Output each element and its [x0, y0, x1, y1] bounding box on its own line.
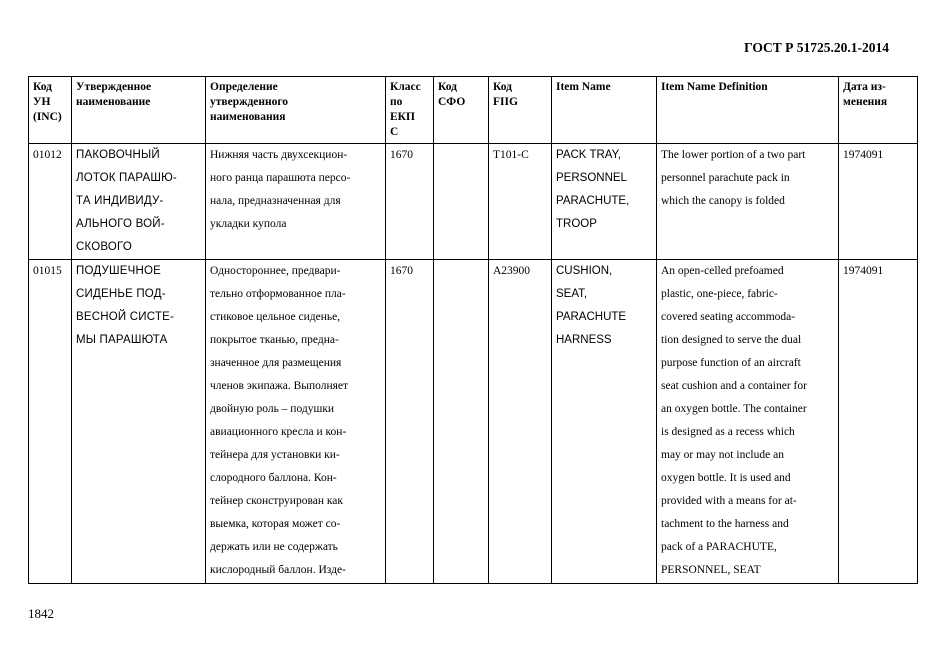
- item-definition-cell-line: seat cushion and a container for: [661, 380, 807, 392]
- column-header-sfo: [434, 77, 489, 144]
- approved-definition-cell-line: покрытое тканью, предна-: [210, 334, 339, 346]
- fiig-code-cell: [489, 144, 552, 260]
- approved-name-cell-line: ЛОТОК ПАРАШЮ-: [76, 172, 177, 184]
- column-header-name-en: [552, 77, 657, 144]
- item-definition-cell: [657, 260, 839, 584]
- inc-code-cell: [29, 260, 72, 584]
- document-header: ГОСТ Р 51725.20.1-2014: [744, 40, 889, 55]
- approved-definition-cell-line: кислородный баллон. Изде-: [210, 564, 346, 576]
- approved-definition-cell-line: тельно отформованное пла-: [210, 288, 346, 300]
- column-header-def-en: [657, 77, 839, 144]
- inc-code-cell-text: 01012: [33, 149, 62, 161]
- change-date-cell: [839, 260, 918, 584]
- item-definition-cell-line: PERSONNEL, SEAT: [661, 564, 761, 576]
- approved-name-cell-line: АЛЬНОГО ВОЙ-: [76, 218, 165, 230]
- column-header-line: Код: [438, 81, 458, 93]
- specification-table: [28, 76, 918, 584]
- approved-definition-cell-line: тейнера для установки ки-: [210, 449, 340, 461]
- page-number: 1842: [28, 606, 54, 621]
- item-definition-cell-line: tion designed to serve the dual: [661, 334, 802, 346]
- item-definition-cell-line: pack of a PARACHUTE,: [661, 541, 777, 553]
- approved-name-cell-line: ПОДУШЕЧНОЕ: [76, 265, 161, 277]
- column-header-line: Определение: [210, 81, 278, 93]
- column-header-line: ЕКП: [390, 111, 415, 123]
- item-definition-cell-line: plastic, one-piece, fabric-: [661, 288, 778, 300]
- inc-code-cell: [29, 144, 72, 260]
- item-definition-cell-line: purpose function of an aircraft: [661, 357, 801, 369]
- column-header-line: Код: [33, 81, 53, 93]
- approved-definition-cell: [206, 144, 386, 260]
- item-name-cell-line: PERSONNEL: [556, 172, 627, 184]
- fiig-code-cell-text: T101-C: [493, 149, 529, 161]
- item-name-cell: [552, 260, 657, 584]
- column-header-line: (INC): [33, 111, 62, 123]
- column-header-def-ru: [206, 77, 386, 144]
- change-date-cell: [839, 144, 918, 260]
- item-definition-cell-line: An open-celled prefoamed: [661, 265, 784, 277]
- column-header-name-ru: [72, 77, 206, 144]
- class-cell: [386, 144, 434, 260]
- fiig-code-cell: [489, 260, 552, 584]
- approved-definition-cell-line: Нижняя часть двухсекцион-: [210, 149, 348, 161]
- approved-definition-cell-line: стиковое цельное сиденье,: [210, 311, 341, 323]
- sfo-code-cell: [434, 144, 489, 260]
- column-header-line: FIIG: [493, 96, 518, 108]
- approved-definition-cell-line: слородного баллона. Кон-: [210, 472, 337, 484]
- approved-name-cell-line: ВЕСНОЙ СИСТЕ-: [76, 311, 174, 323]
- column-header-line: Утвержденное: [76, 81, 152, 93]
- item-definition-cell: [657, 144, 839, 260]
- item-definition-cell-line: The lower portion of a two part: [661, 149, 806, 161]
- approved-definition-cell-line: тейнер сконструирован как: [210, 495, 343, 507]
- column-header-inc: [29, 77, 72, 144]
- approved-definition-cell-line: значенное для размещения: [210, 357, 342, 369]
- item-definition-cell-line: which the canopy is folded: [661, 195, 785, 207]
- change-date-cell-text: 1974091: [843, 265, 884, 277]
- column-header-line: менения: [843, 96, 888, 108]
- fiig-code-cell-text: A23900: [493, 265, 531, 277]
- item-name-cell-line: PARACHUTE,: [556, 195, 630, 207]
- column-header-line: Item Name: [556, 81, 611, 93]
- item-definition-cell-line: covered seating accommoda-: [661, 311, 796, 323]
- column-header-line: наименование: [76, 96, 151, 108]
- table-row: [29, 144, 918, 260]
- column-header-line: Дата из-: [843, 81, 886, 93]
- approved-definition-cell-line: укладки купола: [210, 218, 287, 230]
- item-name-cell-line: HARNESS: [556, 334, 612, 346]
- inc-code-cell-text: 01015: [33, 265, 62, 277]
- column-header-line: Item Name Definition: [661, 81, 768, 93]
- item-name-cell-line: PARACHUTE: [556, 311, 627, 323]
- column-header-fiig: [489, 77, 552, 144]
- sfo-code-cell: [434, 260, 489, 584]
- item-definition-cell-line: tachment to the harness and: [661, 518, 789, 530]
- approved-definition-cell-line: двойную роль – подушки: [210, 403, 335, 415]
- item-definition-cell-line: personnel parachute pack in: [661, 172, 790, 184]
- column-header-line: по: [390, 96, 403, 108]
- item-definition-cell-line: oxygen bottle. It is used and: [661, 472, 791, 484]
- approved-definition-cell-line: Одностороннее, предвари-: [210, 265, 341, 277]
- approved-definition-cell-line: авиационного кресла и кон-: [210, 426, 347, 438]
- approved-name-cell-line: СИДЕНЬЕ ПОД-: [76, 288, 166, 300]
- column-header-class: [386, 77, 434, 144]
- item-name-cell-line: TROOP: [556, 218, 597, 230]
- change-date-cell-text: 1974091: [843, 149, 884, 161]
- item-definition-cell-line: may or may not include an: [661, 449, 784, 461]
- column-header-line: Код: [493, 81, 513, 93]
- class-cell-text: 1670: [390, 265, 413, 277]
- approved-name-cell-line: ПАКОВОЧНЫЙ: [76, 149, 160, 161]
- column-header-line: утвержденного: [210, 96, 289, 108]
- table-row: [29, 260, 918, 584]
- column-header-line: наименования: [210, 111, 286, 123]
- item-name-cell-line: PACK TRAY,: [556, 149, 621, 161]
- item-name-cell-line: SEAT,: [556, 288, 588, 300]
- approved-name-cell-line: МЫ ПАРАШЮТА: [76, 334, 168, 346]
- column-header-line: СФО: [438, 96, 466, 108]
- approved-definition-cell-line: членов экипажа. Выполняет: [210, 380, 349, 392]
- column-header-line: С: [390, 126, 399, 138]
- approved-name-cell-line: СКОВОГО: [76, 241, 132, 253]
- column-header-line: Класс: [390, 81, 421, 93]
- approved-definition-cell-line: выемка, которая может со-: [210, 518, 341, 530]
- item-definition-cell-line: an oxygen bottle. The container: [661, 403, 807, 415]
- table-header-row: [29, 77, 918, 144]
- approved-definition-cell-line: ного ранца парашюта персо-: [210, 172, 351, 184]
- column-header-date: [839, 77, 918, 144]
- approved-name-cell: [72, 260, 206, 584]
- item-definition-cell-line: is designed as a recess which: [661, 426, 795, 438]
- approved-name-cell-line: ТА ИНДИВИДУ-: [76, 195, 164, 207]
- approved-name-cell: [72, 144, 206, 260]
- class-cell-text: 1670: [390, 149, 413, 161]
- approved-definition-cell-line: держать или не содержать: [210, 541, 338, 553]
- approved-definition-cell: [206, 260, 386, 584]
- item-name-cell-line: CUSHION,: [556, 265, 613, 277]
- item-definition-cell-line: provided with a means for at-: [661, 495, 797, 507]
- item-name-cell: [552, 144, 657, 260]
- class-cell: [386, 260, 434, 584]
- column-header-line: УН: [33, 96, 51, 108]
- approved-definition-cell-line: нала, предназначенная для: [210, 195, 341, 207]
